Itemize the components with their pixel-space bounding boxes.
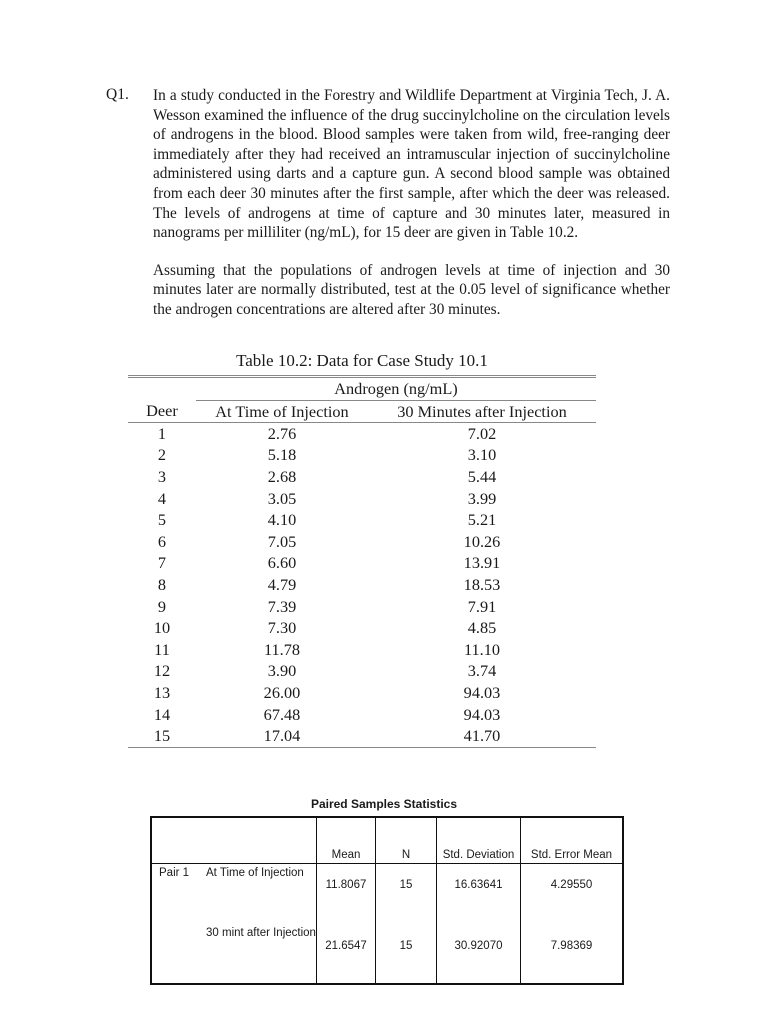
at-injection-cell: 7.39 [267,596,297,616]
at-injection-cell: 7.30 [267,618,297,638]
thirty-minutes-cell: 94.03 [463,704,501,724]
thirty-minutes-cell: 3.10 [467,445,497,465]
at-injection-cell: 3.05 [267,488,297,508]
stats-row-30-min [151,925,623,984]
deer-number-cell: 1 [157,423,167,443]
stats-row-label: At Time of Injection [206,867,304,879]
at-injection-cell: 5.18 [267,445,297,465]
thirty-minutes-cell: 5.21 [467,510,497,530]
table-group-header-row [128,377,596,401]
stats-n-cell: 15 [376,864,437,926]
at-injection-cell: 6.60 [267,553,297,573]
thirty-minutes-cell: 10.26 [463,531,501,551]
table-row [128,596,596,618]
deer-number-cell: 14 [153,704,171,724]
stats-header-std-error-mean: Std. Error Mean [521,817,624,864]
at-injection-cell: 4.10 [267,510,297,530]
stats-header-std-deviation: Std. Deviation [437,817,521,864]
column-header-at-injection: At Time of Injection [196,401,368,423]
table-row [128,466,596,488]
thirty-minutes-cell: 11.10 [463,639,501,659]
table-row [128,574,596,596]
thirty-minutes-cell: 18.53 [463,574,501,594]
at-injection-cell: 11.78 [263,639,301,659]
thirty-minutes-cell: 41.70 [368,725,596,747]
paired-samples-statistics-table [150,816,624,985]
table-row [128,509,596,531]
table-row [128,639,596,661]
at-injection-cell: 2.76 [267,423,297,443]
stats-se-cell: 4.29550 [521,864,624,926]
table-caption: Table 10.2: Data for Case Study 10.1 [236,351,488,370]
question-label: Q1. [106,86,129,103]
stats-mean-cell: 21.6547 [317,925,376,984]
deer-number-cell: 8 [157,574,167,594]
stats-n-cell: 15 [376,925,437,984]
thirty-minutes-cell: 3.99 [467,488,497,508]
stats-sd-cell: 16.63641 [437,864,521,926]
stats-header-row [151,817,623,864]
stats-pair-label: Pair 1 [159,867,190,879]
table-row [128,423,596,445]
at-injection-cell: 4.79 [267,574,297,594]
at-injection-cell: 2.68 [267,466,297,486]
stats-header-n: N [376,817,437,864]
deer-number-cell: 5 [157,510,167,530]
table-row [128,704,596,726]
stats-header-blank-1 [151,817,202,864]
deer-number-cell: 15 [128,725,196,747]
table-column-header-row [128,401,596,423]
at-injection-cell: 7.05 [267,531,297,551]
table-row [128,725,596,747]
question-body [153,86,670,320]
stats-mean-cell: 11.8067 [317,864,376,926]
column-header-deer: Deer [128,401,196,423]
at-injection-cell: 3.90 [267,661,297,681]
deer-number-cell: 12 [153,661,171,681]
at-injection-cell: 26.00 [263,682,301,702]
thirty-minutes-cell: 94.03 [463,682,501,702]
thirty-minutes-cell: 7.02 [467,423,497,443]
table-row [128,553,596,575]
at-injection-cell: 17.04 [196,725,368,747]
thirty-minutes-cell: 5.44 [467,466,497,486]
group-header-spacer [128,377,196,401]
stats-row-label: 30 mint after Injection [206,927,316,939]
androgen-data-table [128,375,596,748]
table-row [128,617,596,639]
deer-number-cell: 9 [157,596,167,616]
stats-se-cell: 7.98369 [521,925,624,984]
deer-number-cell: 4 [157,488,167,508]
table-row [128,488,596,510]
deer-number-cell: 2 [157,445,167,465]
stats-header-mean: Mean [317,817,376,864]
table-row [128,445,596,467]
table-row [128,661,596,683]
stats-row-at-injection [151,864,623,926]
thirty-minutes-cell: 4.85 [467,618,497,638]
at-injection-cell: 67.48 [263,704,301,724]
thirty-minutes-cell: 3.74 [467,661,497,681]
stats-sd-cell: 30.92070 [437,925,521,984]
table-row [128,682,596,704]
deer-number-cell: 13 [153,682,171,702]
stats-table-title: Paired Samples Statistics [310,797,458,811]
thirty-minutes-cell: 7.91 [467,596,497,616]
deer-number-cell: 10 [153,618,171,638]
deer-number-cell: 7 [157,553,167,573]
stats-header-blank-2 [202,817,317,864]
thirty-minutes-cell: 13.91 [463,553,501,573]
question-paragraph-2: Assuming that the populations of androgen levels at time of injection and 30 minutes later are normally distributed, test at the 0.05 level of significance whether the androgen concentrations are altered after 30 minutes. [153,261,670,318]
deer-number-cell: 3 [157,466,167,486]
deer-number-cell: 11 [154,639,170,659]
column-header-30-minutes: 30 Minutes after Injection [368,401,596,423]
deer-number-cell: 6 [157,531,167,551]
group-header-androgen: Androgen (ng/mL) [196,377,596,401]
question-paragraph-1: In a study conducted in the Forestry and Wildlife Department at Virginia Tech, J. A. Wesson examined the influence of the drug succinylcholine on the circulation levels of androgens in the blood. Blood samples were taken from wild, free-ranging deer immediately after they had received an intramuscular injection of succinylcholine administered using darts and a capture gun. A second blood sample was obtained from each deer 30 minutes after the first sample, after which the deer was released. The levels of androgens at time of capture and 30 minutes later, measured in nanograms per milliliter (ng/mL), for 15 deer are given in Table 10.2. [153,87,670,242]
table-row [128,531,596,553]
